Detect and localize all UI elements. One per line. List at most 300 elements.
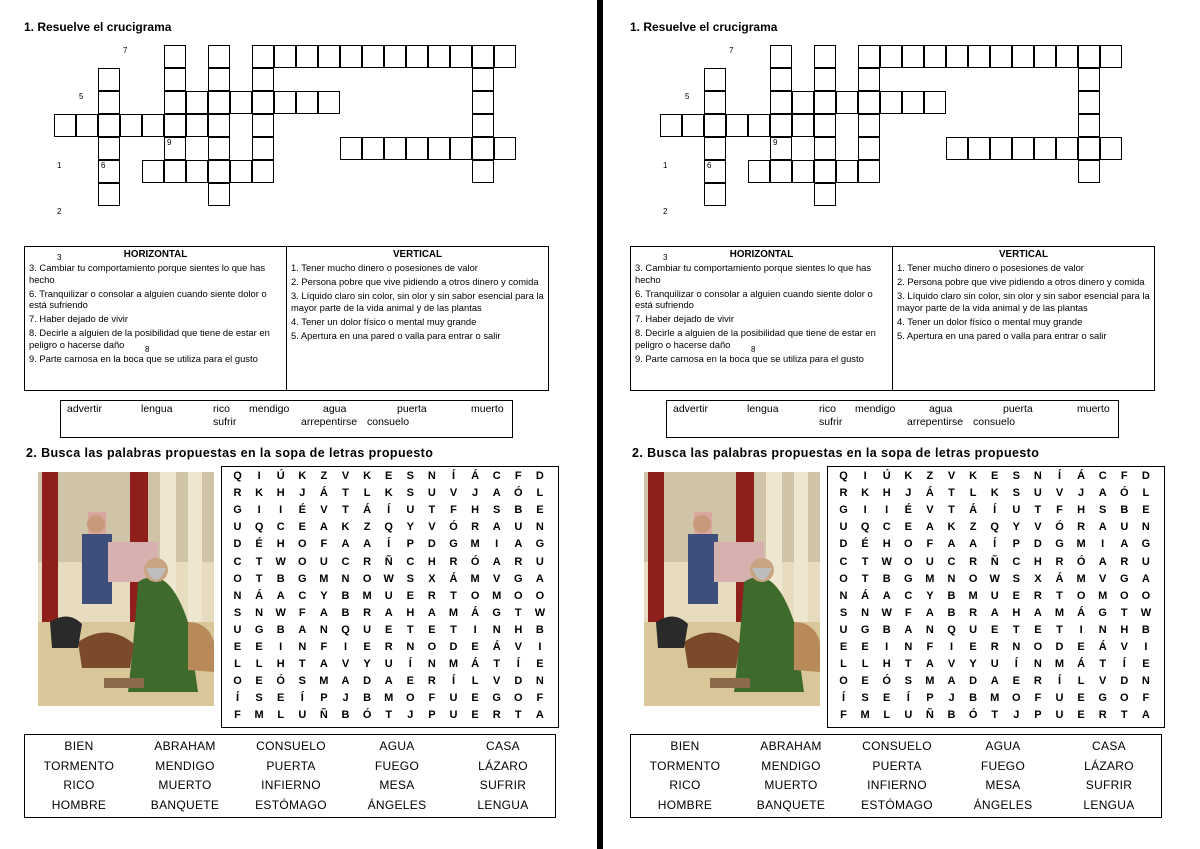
word-search-letter[interactable]: H [276,538,285,551]
word-search-letter[interactable]: C [406,555,415,568]
word-search-letter[interactable]: S [298,675,306,688]
word-search-letter[interactable]: Í [235,692,240,705]
word-search-letter[interactable]: G [514,572,523,585]
word-search-letter[interactable]: A [298,623,307,636]
crossword-cell[interactable] [252,45,274,68]
word-search-letter[interactable]: T [342,504,349,517]
crossword-cell[interactable] [208,45,230,68]
word-search-letter[interactable]: R [514,555,523,568]
word-search-letter[interactable]: R [492,709,501,722]
word-search-letter[interactable]: C [1012,555,1021,568]
crossword-cell[interactable] [858,91,880,114]
word-search-letter[interactable]: P [926,692,934,705]
crossword-cell[interactable] [924,91,946,114]
word-search-letter[interactable]: K [990,487,999,500]
word-search-letter[interactable]: Í [387,504,391,517]
word-search-letter[interactable]: L [1142,487,1150,500]
word-search-letter[interactable]: B [947,709,956,722]
word-search-letter[interactable]: E [255,641,263,653]
word-search-letter[interactable]: G [449,538,458,551]
word-search-letter[interactable]: Á [363,504,372,517]
word-search-letter[interactable]: T [1120,709,1128,722]
word-search-letter[interactable]: K [298,470,307,482]
word-search-letter[interactable]: Á [1055,572,1064,585]
word-search-letter[interactable]: Q [254,521,264,534]
word-search-letter[interactable]: Á [471,470,480,482]
word-search-letter[interactable]: Í [1014,658,1018,671]
word-search-letter[interactable]: T [861,555,869,568]
word-search-letter[interactable]: A [947,538,956,551]
word-search-letter[interactable]: M [492,589,502,602]
word-search-letter[interactable]: Í [841,692,846,705]
crossword-cell[interactable] [1078,160,1100,183]
word-search-letter[interactable]: A [492,487,501,500]
word-search-letter[interactable]: I [279,504,283,517]
crossword-cell[interactable] [1078,91,1100,114]
word-search-letter[interactable]: R [1120,555,1129,568]
crossword-cell[interactable] [770,114,792,137]
word-search-letter[interactable]: U [449,709,458,722]
word-search-letter[interactable]: N [1012,641,1021,653]
word-search-letter[interactable]: R [233,487,242,500]
word-search-letter[interactable]: R [1055,555,1064,568]
crossword-cell[interactable] [770,45,792,68]
word-search-letter[interactable]: T [1012,623,1020,636]
word-search-letter[interactable]: O [470,589,480,602]
crossword-cell[interactable] [340,45,362,68]
word-search-letter[interactable]: M [1054,606,1065,619]
word-search-letter[interactable]: K [363,470,372,482]
crossword-cell[interactable] [230,160,252,183]
crossword-cell[interactable] [208,114,230,137]
word-search-letter[interactable]: C [882,521,891,534]
word-search-letter[interactable]: S [493,504,501,517]
word-search-letter[interactable]: T [493,658,501,671]
word-search-letter[interactable]: O [1120,692,1129,705]
word-search-letter[interactable]: K [947,521,956,534]
word-search-letter[interactable]: A [341,538,350,551]
word-search-letter[interactable]: B [947,606,956,619]
crossword-cell[interactable] [1012,45,1034,68]
word-search-letter[interactable]: N [341,572,350,585]
word-search-letter[interactable]: É [861,538,869,551]
word-search-letter[interactable]: K [384,487,393,500]
crossword-cell[interactable] [946,137,968,160]
word-search-letter[interactable]: E [471,641,479,653]
word-search-letter[interactable]: D [514,675,523,688]
word-search-letter[interactable]: Ó [449,521,458,534]
crossword-cell[interactable] [384,137,406,160]
word-search-letter[interactable]: T [514,709,522,722]
word-search-letter[interactable]: É [255,538,263,551]
word-search-letter[interactable]: E [861,675,869,688]
word-search-letter[interactable]: T [948,504,955,517]
crossword-cell[interactable] [704,183,726,206]
word-search-letter[interactable]: K [904,470,913,482]
crossword-cell[interactable] [968,137,990,160]
crossword-cell[interactable] [98,68,120,91]
crossword-cell[interactable] [164,45,186,68]
crossword-cell[interactable] [120,114,142,137]
word-search-letter[interactable]: Ó [1120,487,1129,500]
word-search-letter[interactable]: B [363,692,372,705]
word-search-letter[interactable]: S [1012,470,1020,482]
crossword-cell[interactable] [186,114,208,137]
crossword-cell[interactable] [858,114,880,137]
word-search-letter[interactable]: E [471,709,479,722]
word-search-letter[interactable]: Ú [882,470,891,482]
crossword-cell[interactable] [1078,137,1100,160]
word-search-letter[interactable]: F [320,641,328,653]
word-search-letter[interactable]: W [1140,606,1152,619]
word-search-letter[interactable]: G [839,504,848,517]
word-search-letter[interactable]: E [406,589,414,602]
word-search-letter[interactable]: R [363,555,372,568]
word-search-letter[interactable]: N [1141,675,1150,688]
crossword-cell[interactable] [902,45,924,68]
word-search-letter[interactable]: H [1012,606,1021,619]
word-search-letter[interactable]: U [363,623,372,636]
crossword-cell[interactable] [814,45,836,68]
crossword-cell[interactable] [792,160,814,183]
word-search-letter[interactable]: D [427,538,436,551]
word-search-letter[interactable]: M [968,589,978,602]
word-search-letter[interactable]: A [1098,521,1107,534]
crossword-cell[interactable] [230,91,252,114]
word-search-letter[interactable]: M [925,572,935,585]
word-search-letter[interactable]: N [319,623,328,636]
word-search-letter[interactable]: Q [233,470,242,482]
word-search-letter[interactable]: Q [947,623,956,636]
crossword-cell[interactable] [814,68,836,91]
word-search-letter[interactable]: J [472,487,479,500]
word-search-letter[interactable]: X [428,572,436,585]
word-search-letter[interactable]: H [514,623,523,636]
crossword-cell[interactable] [990,45,1012,68]
word-search-letter[interactable]: T [1120,606,1128,619]
word-search-letter[interactable]: A [492,521,501,534]
word-search-letter[interactable]: S [233,606,242,619]
crossword-cell[interactable] [274,91,296,114]
word-search-letter[interactable]: A [492,555,501,568]
crossword-cell[interactable] [98,91,120,114]
word-search-letter[interactable]: T [861,572,869,585]
word-search-letter[interactable]: M [254,709,264,722]
word-search-letter[interactable]: I [279,641,283,653]
word-search-letter[interactable]: U [904,709,913,722]
word-search-letter[interactable]: O [1033,641,1043,653]
word-search-letter[interactable]: H [1077,504,1086,517]
word-search-letter[interactable]: B [969,692,978,705]
crossword-cell[interactable] [968,45,990,68]
crossword-cell[interactable] [858,45,880,68]
word-search-letter[interactable]: L [255,658,263,671]
crossword-cell[interactable] [472,160,494,183]
crossword-cell[interactable] [704,114,726,137]
word-search-letter[interactable]: Á [925,487,934,500]
crossword-cell[interactable] [428,137,450,160]
word-search-letter[interactable]: O [839,675,848,688]
word-search-letter[interactable]: A [990,606,999,619]
word-search-letter[interactable]: G [904,572,913,585]
word-search-letter[interactable]: H [1033,555,1042,568]
word-search-letter[interactable]: E [861,641,869,653]
crossword-cell[interactable] [98,137,120,160]
crossword-cell[interactable] [990,137,1012,160]
word-search-letter[interactable]: M [384,692,394,705]
word-search-letter[interactable]: T [1099,658,1107,671]
word-search-letter[interactable]: N [839,589,848,602]
word-search-letter[interactable]: B [1141,623,1150,636]
crossword-cell[interactable] [142,160,164,183]
word-search-letter[interactable]: T [450,623,457,636]
word-search-letter[interactable]: D [1055,641,1064,653]
word-search-letter[interactable]: I [863,470,867,482]
word-search-letter[interactable]: A [1141,709,1150,722]
word-search-letter[interactable]: T [298,658,306,671]
crossword-cell[interactable] [164,91,186,114]
word-search-letter[interactable]: D [1141,470,1150,482]
crossword-cell[interactable] [814,137,836,160]
crossword-cell[interactable] [770,91,792,114]
word-search-letter[interactable]: L [1077,675,1085,688]
word-search-letter[interactable]: E [536,504,544,517]
word-search-letter[interactable]: R [427,675,436,688]
word-search-letter[interactable]: H [427,555,436,568]
word-search-letter[interactable]: I [949,641,954,653]
word-search-letter[interactable]: E [406,675,414,688]
word-search-letter[interactable]: H [406,606,415,619]
crossword-cell[interactable] [1034,45,1056,68]
word-search-letter[interactable]: Ñ [384,555,393,568]
word-search-letter[interactable]: C [276,521,285,534]
word-search-letter[interactable]: O [427,641,437,653]
word-search-letter[interactable]: Á [449,572,458,585]
word-search-letter[interactable]: N [255,606,264,619]
crossword-cell[interactable] [1078,114,1100,137]
word-search-letter[interactable]: Z [320,470,328,482]
word-search-letter[interactable]: D [233,538,242,551]
word-search-letter[interactable]: D [1033,538,1042,551]
word-search-letter[interactable]: F [536,692,544,705]
word-search-letter[interactable]: L [277,709,285,722]
word-search-letter[interactable]: O [514,589,523,602]
word-search-letter[interactable]: V [1099,572,1107,585]
word-search-letter[interactable]: A [535,709,544,722]
word-search-letter[interactable]: V [428,521,436,534]
word-search-letter[interactable]: U [839,623,848,636]
crossword-cell[interactable] [164,68,186,91]
word-search-letter[interactable]: U [298,709,307,722]
word-search-letter[interactable]: X [1034,572,1042,585]
word-search-letter[interactable]: E [969,641,977,653]
word-search-letter[interactable]: U [427,487,436,500]
word-search-letter[interactable]: Á [861,589,870,602]
crossword-cell[interactable] [858,137,880,160]
word-search-letter[interactable]: Í [300,692,304,705]
word-search-letter[interactable]: I [1144,641,1148,653]
word-search-letter[interactable]: B [514,504,523,517]
crossword-cell[interactable] [748,114,770,137]
word-search-letter[interactable]: V [493,572,501,585]
word-search-letter[interactable]: V [1120,641,1128,653]
word-search-letter[interactable]: U [319,555,328,568]
crossword-cell[interactable] [1100,45,1122,68]
word-search-letter[interactable]: P [406,538,414,551]
word-search-letter[interactable]: E [298,521,306,534]
crossword-cell[interactable] [836,160,858,183]
word-search-letter[interactable]: Á [255,589,264,602]
word-search-letter[interactable]: Ó [882,675,891,688]
crossword-cell[interactable] [1100,137,1122,160]
word-search-letter[interactable]: V [341,470,350,482]
word-search-letter[interactable]: E [1034,623,1042,636]
word-search-letter[interactable]: S [839,606,848,619]
word-search-letter[interactable]: R [1077,521,1086,534]
word-search-letter[interactable]: T [255,572,263,585]
word-search-letter[interactable]: Ñ [319,709,328,722]
word-search-letter[interactable]: G [860,623,870,636]
word-search-letter[interactable]: C [1098,470,1107,482]
word-search-letter[interactable]: W [383,572,394,585]
crossword-cell[interactable] [472,137,494,160]
word-search-letter[interactable]: O [298,555,307,568]
word-search-letter[interactable]: A [882,589,891,602]
crossword-cell[interactable] [208,137,230,160]
word-search-letter[interactable]: O [514,692,523,705]
word-search-letter[interactable]: U [990,589,999,602]
word-search-letter[interactable]: E [385,623,393,636]
word-search-letter[interactable]: S [904,675,912,688]
word-search-letter[interactable]: E [233,641,242,653]
word-search-letter[interactable]: Q [341,623,350,636]
word-search-letter[interactable]: Z [363,521,371,534]
crossword-cell[interactable] [902,91,924,114]
word-search-letter[interactable]: Q [860,521,870,534]
word-search-letter[interactable]: I [257,504,261,517]
crossword-cell[interactable] [472,68,494,91]
word-search-letter[interactable]: F [926,641,934,653]
crossword-cell[interactable] [164,160,186,183]
word-search-letter[interactable]: A [1120,538,1129,551]
crossword-cell[interactable] [1078,45,1100,68]
word-search-letter[interactable]: U [233,521,242,534]
word-search-letter[interactable]: I [473,623,477,636]
crossword-cell[interactable] [472,114,494,137]
word-search-letter[interactable]: Á [1077,470,1086,482]
word-search-letter[interactable]: M [470,572,480,585]
word-search-letter[interactable]: B [1120,504,1129,517]
word-search-letter[interactable]: V [1055,487,1064,500]
word-search-letter[interactable]: V [1099,675,1107,688]
word-search-letter[interactable]: N [298,641,307,653]
word-search-letter[interactable]: N [535,675,544,688]
word-search-letter[interactable]: T [255,555,263,568]
crossword-cell[interactable] [814,91,836,114]
word-search-letter[interactable]: D [969,675,978,688]
word-search-letter[interactable]: J [905,487,912,500]
word-search-letter[interactable]: N [947,572,956,585]
word-search-letter[interactable]: G [1141,538,1151,551]
crossword-cell[interactable] [296,45,318,68]
word-search-letter[interactable]: V [926,504,934,517]
crossword-cell[interactable] [252,91,274,114]
word-search-letter[interactable]: N [861,606,870,619]
word-search-letter[interactable]: E [1077,641,1085,653]
crossword-cell[interactable] [494,137,516,160]
word-search-letter[interactable]: Ú [276,470,285,482]
crossword-cell[interactable] [726,114,748,137]
word-search-letter[interactable]: W [881,606,892,619]
crossword-cell[interactable] [208,183,230,206]
word-search-letter[interactable]: I [1079,623,1083,636]
word-search-letter[interactable]: M [362,589,372,602]
crossword-cell[interactable] [792,114,814,137]
word-search-letter[interactable]: C [839,555,848,568]
word-search-letter[interactable]: O [839,572,848,585]
word-search-letter[interactable]: Z [969,521,977,534]
word-search-letter[interactable]: Q [839,470,848,482]
word-search-letter[interactable]: B [276,623,285,636]
word-search-letter[interactable]: Y [926,589,934,602]
crossword-cell[interactable] [770,160,792,183]
word-search-letter[interactable]: Y [363,658,371,671]
word-search-letter[interactable]: I [863,504,867,517]
word-search-letter[interactable]: L [969,487,977,500]
word-search-letter[interactable]: L [840,658,847,671]
word-search-letter[interactable]: S [406,470,414,482]
word-search-letter[interactable]: G [535,538,545,551]
word-search-letter[interactable]: E [385,470,393,482]
word-search-letter[interactable]: M [990,692,1000,705]
word-search-letter[interactable]: D [449,641,458,653]
word-search-letter[interactable]: I [1101,538,1105,551]
word-search-letter[interactable]: G [298,572,307,585]
word-search-letter[interactable]: Á [471,658,480,671]
word-search-letter[interactable]: O [1076,589,1086,602]
crossword-cell[interactable] [880,45,902,68]
word-search-letter[interactable]: E [883,692,891,705]
word-search-letter[interactable]: F [298,606,306,619]
word-search-letter[interactable]: R [1033,675,1042,688]
word-search-letter[interactable]: U [1141,555,1150,568]
word-search-letter[interactable]: Í [1057,470,1062,482]
word-search-letter[interactable]: A [1098,487,1107,500]
word-search-letter[interactable]: A [319,658,328,671]
word-search-letter[interactable]: G [1055,538,1064,551]
crossword-cell[interactable] [186,91,208,114]
word-search-letter[interactable]: T [450,589,457,602]
word-search-letter[interactable]: Í [451,470,456,482]
word-search-letter[interactable]: I [885,504,889,517]
word-search-letter[interactable]: I [885,641,889,653]
word-search-letter[interactable]: M [319,675,329,688]
word-search-letter[interactable]: T [948,487,955,500]
word-search-letter[interactable]: I [538,641,542,653]
word-search-letter[interactable]: Ó [968,709,978,722]
word-search-letter[interactable]: Ó [1055,521,1064,534]
word-search-letter[interactable]: U [839,521,848,534]
word-search-letter[interactable]: W [275,606,286,619]
word-search-letter[interactable]: R [427,589,436,602]
word-search-letter[interactable]: B [947,589,956,602]
word-search-letter[interactable]: A [947,675,956,688]
word-search-letter[interactable]: A [276,589,285,602]
word-search-letter[interactable]: Y [1012,521,1020,534]
word-search-letter[interactable]: T [342,487,349,500]
word-search-letter[interactable]: I [257,470,261,482]
word-search-letter[interactable]: F [320,538,328,551]
